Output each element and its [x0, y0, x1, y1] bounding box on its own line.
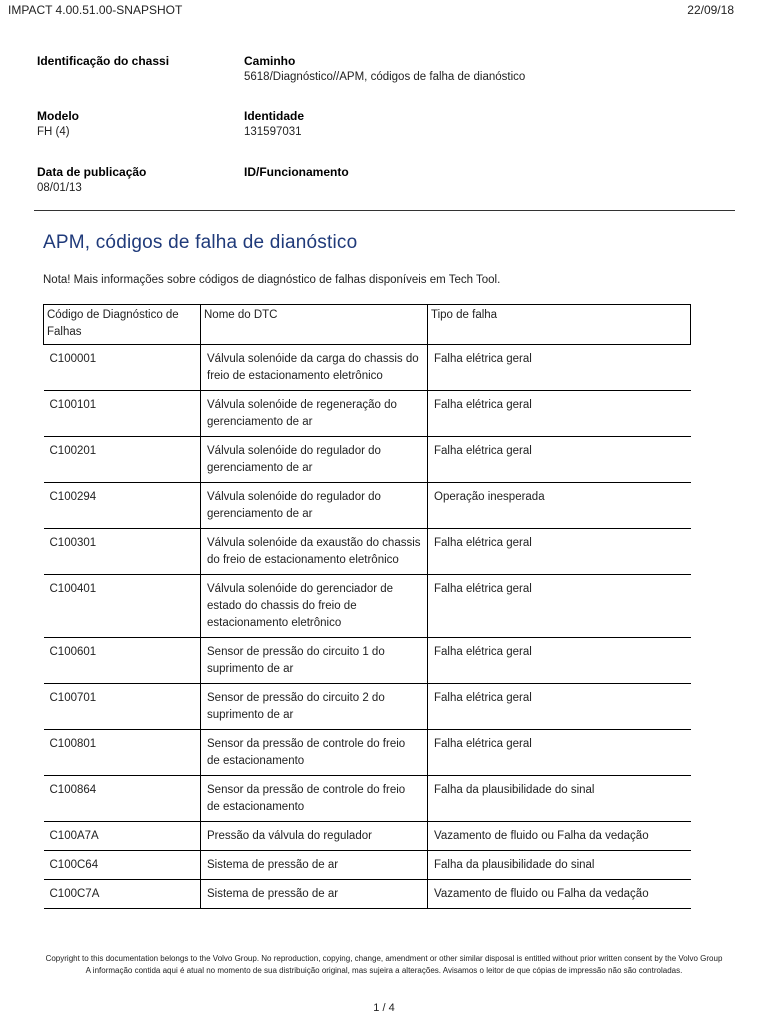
dtc-name: Sistema de pressão de ar: [201, 880, 428, 909]
dtc-code: C100401: [44, 575, 201, 638]
publication-date-field: [37, 165, 237, 194]
dtc-name: Pressão da válvula do regulador: [201, 822, 428, 851]
publication-date-label: Data de publicação: [37, 165, 147, 179]
fault-type: Vazamento de fluido ou Falha da vedação: [428, 880, 691, 909]
dtc-code: C100201: [44, 437, 201, 483]
dtc-name: Sensor da pressão de controle do freio de estacionamento: [201, 776, 428, 822]
dtc-name: Válvula solenóide da exaustão do chassis do freio de estacionamento eletrônico: [201, 529, 428, 575]
column-header-code: Código de Diagnóstico de Falhas: [44, 305, 201, 345]
dtc-name: Válvula solenóide de regeneração do gerenciamento de ar: [201, 391, 428, 437]
header-divider: [34, 210, 735, 211]
dtc-name: Sistema de pressão de ar: [201, 851, 428, 880]
page-header: [8, 3, 734, 19]
model-field: [37, 109, 237, 138]
chassis-label: Identificação do chassi: [37, 54, 170, 68]
identity-value: 131597031: [244, 126, 302, 138]
dtc-name: Válvula solenóide da carga do chassis do freio de estacionamento eletrônico: [201, 345, 428, 391]
table-row: [44, 391, 691, 437]
path-field: [244, 54, 644, 83]
table-row: [44, 730, 691, 776]
page-number: 1 / 4: [373, 1002, 395, 1014]
fault-type: Falha elétrica geral: [428, 575, 691, 638]
id-function-label: ID/Funcionamento: [244, 165, 349, 179]
document-title: APM, códigos de falha de dianóstico: [43, 232, 358, 253]
column-header-dtc-name: Nome do DTC: [201, 305, 428, 345]
table-row: [44, 575, 691, 638]
fault-type: Operação inesperada: [428, 483, 691, 529]
table-row: [44, 345, 691, 391]
dtc-table-header-row: [44, 305, 691, 345]
model-value: FH (4): [37, 126, 70, 138]
table-row: [44, 529, 691, 575]
column-header-fault-type: Tipo de falha: [428, 305, 691, 345]
path-value: 5618/Diagnóstico//APM, códigos de falha de dianóstico: [244, 71, 526, 83]
path-label: Caminho: [244, 54, 296, 68]
dtc-code: C100A7A: [44, 822, 201, 851]
dtc-code: C100864: [44, 776, 201, 822]
fault-type: Falha elétrica geral: [428, 437, 691, 483]
dtc-table: [43, 304, 691, 909]
table-row: [44, 437, 691, 483]
fault-type: Falha elétrica geral: [428, 345, 691, 391]
id-function-field: [244, 165, 644, 182]
model-label: Modelo: [37, 109, 79, 123]
dtc-code: C100294: [44, 483, 201, 529]
dtc-code: C100C64: [44, 851, 201, 880]
document-note: Nota! Mais informações sobre códigos de diagnóstico de falhas disponíveis em Tech Tool.: [43, 274, 501, 286]
dtc-code: C100001: [44, 345, 201, 391]
table-row: [44, 880, 691, 909]
identity-field: [244, 109, 644, 138]
fault-type: Falha elétrica geral: [428, 391, 691, 437]
print-date: 22/09/18: [687, 3, 734, 17]
copyright-notice: Copyright to this documentation belongs to the Volvo Group. No reproduction, copying, change, amendment or other similar disposal is entitled without prior written consent by the Volvo Group: [45, 954, 723, 963]
fault-type: Falha elétrica geral: [428, 638, 691, 684]
table-row: [44, 684, 691, 730]
fault-type: Falha da plausibilidade do sinal: [428, 851, 691, 880]
fault-type: Falha elétrica geral: [428, 730, 691, 776]
table-row: [44, 638, 691, 684]
dtc-code: C100301: [44, 529, 201, 575]
fault-type: Vazamento de fluido ou Falha da vedação: [428, 822, 691, 851]
chassis-field: [37, 54, 237, 71]
fault-type: Falha elétrica geral: [428, 529, 691, 575]
fault-type: Falha da plausibilidade do sinal: [428, 776, 691, 822]
disclaimer-notice: A informação contida aqui é atual no momento de sua distribuição original, mas sujeira a alterações. Avisamos o leitor de que cópias de impressão não são controladas.: [85, 966, 683, 975]
table-row: [44, 776, 691, 822]
dtc-code: C100C7A: [44, 880, 201, 909]
dtc-name: Sensor da pressão de controle do freio de estacionamento: [201, 730, 428, 776]
table-row: [44, 483, 691, 529]
page-footer: [30, 953, 738, 977]
identity-label: Identidade: [244, 109, 305, 123]
dtc-code: C100701: [44, 684, 201, 730]
dtc-name: Sensor de pressão do circuito 1 do suprimento de ar: [201, 638, 428, 684]
dtc-code: C100101: [44, 391, 201, 437]
fault-type: Falha elétrica geral: [428, 684, 691, 730]
table-row: [44, 851, 691, 880]
dtc-name: Válvula solenóide do regulador do gerenciamento de ar: [201, 437, 428, 483]
app-version: IMPACT 4.00.51.00-SNAPSHOT: [8, 3, 183, 17]
publication-date-value: 08/01/13: [37, 182, 82, 194]
dtc-code: C100801: [44, 730, 201, 776]
dtc-name: Válvula solenóide do gerenciador de estado do chassis do freio de estacionamento eletrônico: [201, 575, 428, 638]
dtc-code: C100601: [44, 638, 201, 684]
dtc-name: Válvula solenóide do regulador do gerenciamento de ar: [201, 483, 428, 529]
table-row: [44, 822, 691, 851]
dtc-name: Sensor de pressão do circuito 2 do suprimento de ar: [201, 684, 428, 730]
